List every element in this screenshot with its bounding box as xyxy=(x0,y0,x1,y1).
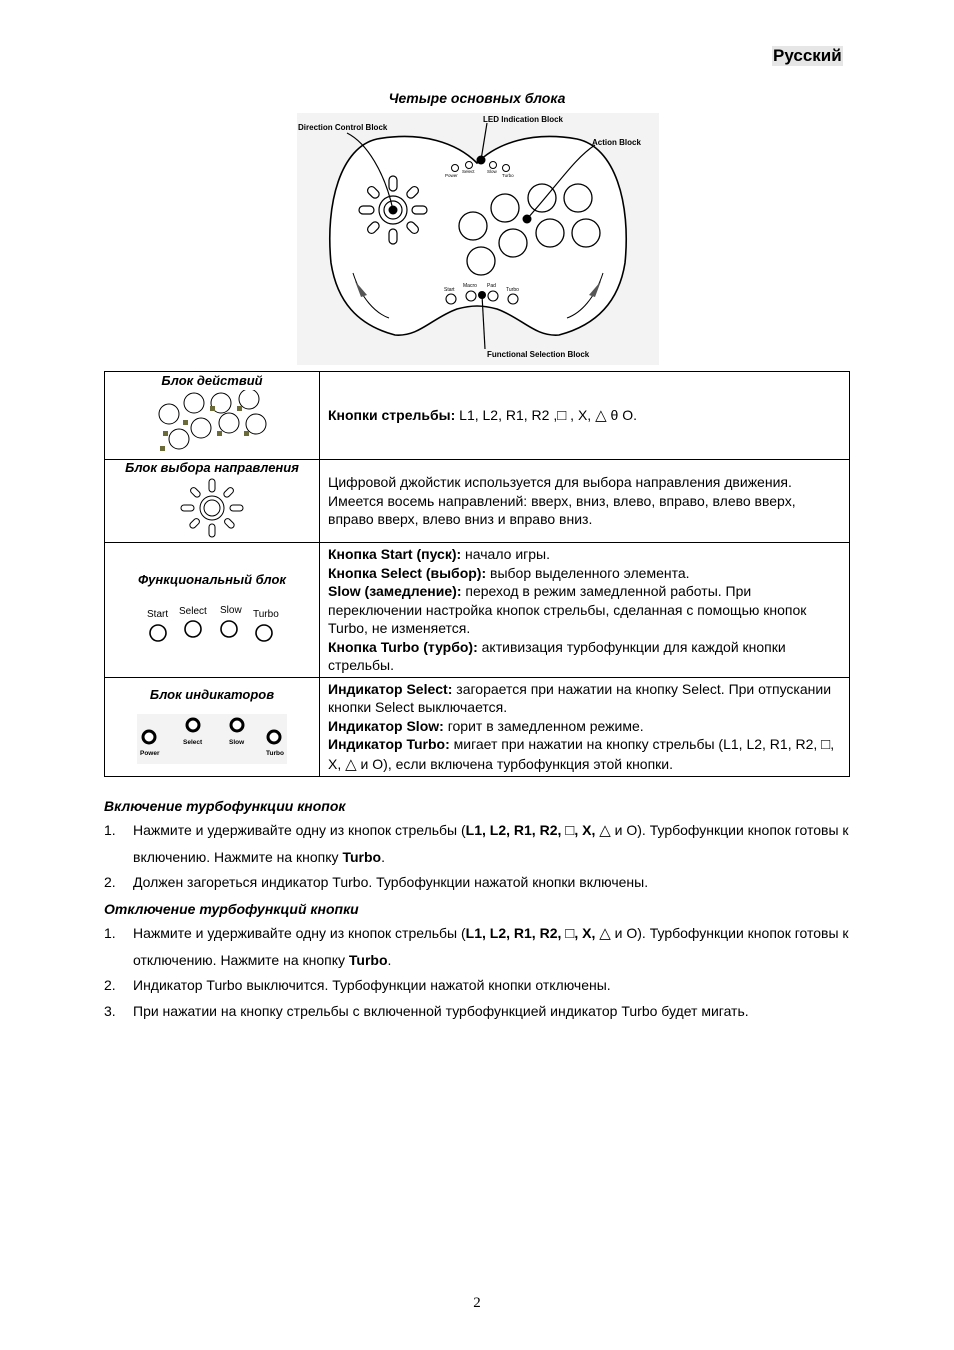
list-text-bold: , X, xyxy=(574,822,600,838)
action-button xyxy=(536,219,564,247)
term-indicator-select: Индикатор Select: xyxy=(328,680,453,697)
label-action-block: Action Block xyxy=(592,138,641,147)
row-text: θ O. xyxy=(606,406,637,423)
row-text: начало игры. xyxy=(461,546,551,562)
action-button xyxy=(459,212,487,240)
triangle-icon: △ xyxy=(599,822,611,839)
triangle-icon: △ xyxy=(599,925,611,942)
list-text-bold: L1, L2, R1, R2, xyxy=(465,822,566,838)
table-cell-right xyxy=(320,372,850,460)
function-button-start xyxy=(446,294,456,304)
function-label-macro: Macro xyxy=(463,283,477,289)
triangle-icon: △ xyxy=(345,755,357,773)
table-cell-left xyxy=(105,543,320,678)
term-turbo: Кнопка Turbo (турбо): xyxy=(328,638,478,655)
list-text-part: . xyxy=(387,952,392,968)
list-number: 2. xyxy=(104,977,116,993)
triangle-icon: △ xyxy=(595,406,607,424)
row-text: мигает при нажатии на кнопку стрельбы (L1, L2, R1, R2, xyxy=(449,736,822,752)
list-text: Должен загореться индикатор Turbo. Турбофункции нажатой кнопки включены. xyxy=(133,874,649,890)
action-button xyxy=(491,194,519,222)
led-label-slow: Slow xyxy=(487,169,497,174)
function-label-turbo: Turbo xyxy=(506,287,519,293)
list-text-part: . xyxy=(381,849,385,865)
enable-section-title: Включение турбофункции кнопок xyxy=(104,798,346,814)
table-cell-right xyxy=(320,677,850,777)
table-row xyxy=(105,543,850,678)
term-select: Кнопка Select (выбор): xyxy=(328,564,487,581)
list-number: 2. xyxy=(104,874,116,890)
function-button-pad xyxy=(488,291,498,301)
square-icon: □ xyxy=(565,822,575,839)
block-title-action: Блок действий xyxy=(161,373,263,388)
list-text-bold: Turbo xyxy=(348,952,388,968)
row-text: загорается при нажатии на кнопку Select. При отпускании кнопки Select выключается. xyxy=(328,680,832,715)
row-text: активизация турбофункции для каждой кнопки стрельбы. xyxy=(328,638,786,673)
row-text: выбор выделенного элемента. xyxy=(486,564,690,581)
action-button xyxy=(572,219,600,247)
term-indicator-slow: Индикатор Slow: xyxy=(328,717,444,734)
action-button xyxy=(467,247,495,275)
function-icon-label: Turbo xyxy=(253,609,279,621)
square-icon: □ xyxy=(821,736,831,753)
square-icon: □ xyxy=(565,925,575,942)
action-button xyxy=(499,229,527,257)
list-text-part: Нажмите и удерживайте одну из кнопок стрельбы ( xyxy=(133,925,466,941)
list-item xyxy=(104,972,864,998)
indicator-icon-label: Select xyxy=(183,738,203,746)
term-start: Кнопка Start (пуск): xyxy=(328,546,462,562)
row-text: , X, xyxy=(328,736,835,772)
term-slow: Slow (замедление): xyxy=(328,583,462,599)
row-text: , X, xyxy=(566,406,596,423)
list-number: 1. xyxy=(104,925,116,941)
list-text-part: Нажмите и удерживайте одну из кнопок стрельбы ( xyxy=(133,822,466,838)
function-buttons-icon xyxy=(142,601,282,647)
label-direction-block: Direction Control Block xyxy=(298,123,388,132)
block-title-direction: Блок выбора направления xyxy=(125,460,299,475)
led-label-turbo: Turbo xyxy=(502,173,514,178)
list-text-bold: Turbo xyxy=(342,849,382,865)
list-text-bold: , X, xyxy=(574,925,600,941)
square-icon: □ xyxy=(557,406,567,424)
gamepad-diagram xyxy=(297,113,659,365)
language-label: Русский xyxy=(773,46,842,65)
list-text-part: и O). Турбофункции кнопок готовы к отключению. Нажмите на кнопку xyxy=(133,925,849,968)
table-row xyxy=(105,677,850,777)
function-label-start: Start xyxy=(444,287,455,293)
action-button xyxy=(528,184,556,212)
list-text: При нажатии на кнопку стрельбы с включенной турбофункцией индикатор Turbo будет мигать. xyxy=(133,1003,749,1019)
list-item xyxy=(104,920,864,972)
indicator-icon-label: Power xyxy=(140,749,160,757)
blocks-table xyxy=(104,371,850,777)
table-cell-left xyxy=(105,372,320,460)
list-item xyxy=(104,817,864,869)
row-text: L1, L2, R1, R2 , xyxy=(455,406,558,423)
indicator-icon-label: Turbo xyxy=(266,749,284,757)
table-cell-right xyxy=(320,460,850,543)
page-number: 2 xyxy=(473,1295,481,1311)
list-text-bold: L1, L2, R1, R2, xyxy=(465,925,566,941)
block-title-functional: Функциональный блок xyxy=(138,572,286,588)
indicator-icon-label: Slow xyxy=(229,738,245,746)
row-text: и O), если включена турбофункция этой кнопки. xyxy=(356,755,674,772)
table-row xyxy=(105,460,850,543)
label-functional-block: Functional Selection Block xyxy=(487,350,590,359)
list-number: 3. xyxy=(104,1003,116,1019)
figure-title: Четыре основных блока xyxy=(388,90,566,106)
function-label-pad: Pad xyxy=(487,283,496,289)
list-text: Индикатор Turbo выключится. Турбофункции нажатой кнопки отключены. xyxy=(133,977,611,993)
table-cell-left xyxy=(105,677,320,777)
list-item xyxy=(104,869,864,895)
disable-section-title: Отключение турбофункций кнопки xyxy=(104,901,359,917)
table-cell-left xyxy=(105,460,320,543)
dpad-icon xyxy=(177,476,247,540)
function-button-turbo xyxy=(508,294,518,304)
list-text-part: и O). Турбофункции кнопок готовы к включению. Нажмите на кнопку xyxy=(133,822,849,865)
table-row xyxy=(105,372,850,460)
function-icon-label: Start xyxy=(147,609,169,621)
led-label-power: Power xyxy=(445,173,458,178)
block-title-indicators: Блок индикаторов xyxy=(149,686,275,702)
label-led-block: LED Indication Block xyxy=(483,115,564,124)
table-cell-right xyxy=(320,543,850,678)
led-label-select: Select xyxy=(462,169,475,174)
function-button-macro xyxy=(466,291,476,301)
list-text xyxy=(133,920,863,973)
row-text: переход в режим замедленной работы. При переключении настройка кнопок стрельбы, сделанная с помощью кнопок Turbo, не изменяется. xyxy=(328,583,807,636)
list-text xyxy=(133,817,863,870)
indicator-leds-icon xyxy=(137,714,287,764)
list-number: 1. xyxy=(104,822,116,838)
term-indicator-turbo: Индикатор Turbo: xyxy=(328,736,450,752)
action-button xyxy=(564,184,592,212)
function-icon-label: Slow xyxy=(220,605,242,617)
action-block-icon xyxy=(155,390,270,452)
direction-description: Цифровой джойстик используется для выбора направления движения. Имеется восемь направлений: вверх, вниз, влево, вправо, влево вверх, вправо вверх, влево вниз и вправо вниз. xyxy=(328,474,796,528)
function-icon-label: Select xyxy=(179,606,207,618)
term-fire-buttons: Кнопки стрельбы: xyxy=(328,406,456,423)
row-text: горит в замедленном режиме. xyxy=(443,717,644,734)
list-item xyxy=(104,998,864,1024)
